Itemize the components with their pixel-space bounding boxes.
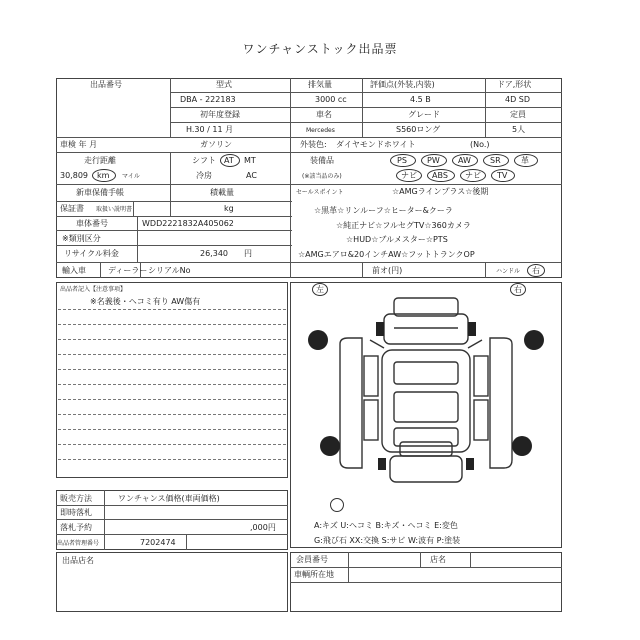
recycle-label: リサイクル料金 <box>64 249 119 258</box>
legend-row-1: A:キズ U:ヘコミ B:キズ・ヘコミ E:変色 <box>314 521 458 530</box>
shop-label: 出品店名 <box>62 556 94 565</box>
color-value: ダイヤモンドホワイト <box>336 140 416 149</box>
mileage-value: 30,809 <box>60 171 88 180</box>
equip-chip-pw-label: PW <box>427 156 440 165</box>
grade-value: S560ロング <box>396 125 441 134</box>
shift-mt: MT <box>244 156 256 165</box>
shop-name-label: 店名 <box>430 555 446 564</box>
mileage-label: 走行距離 <box>84 156 116 165</box>
door-value: 4D SD <box>505 95 531 104</box>
mileage-unit-mile: マイル <box>122 173 140 180</box>
new-car-label: 新車保備手帳 <box>76 188 124 197</box>
diagram-left-label: 左 <box>316 285 324 294</box>
equip-chip-navi2-label: ナビ <box>465 171 481 180</box>
sheet-title: ワンチャンストック出品票 <box>242 42 398 56</box>
capacity-label: 定員 <box>510 110 526 119</box>
legend-circle <box>330 498 344 512</box>
grade-score-value: 4.5 B <box>410 95 431 104</box>
history-label: 前オ(円) <box>372 266 403 275</box>
dealer-label: ディーラー <box>108 266 148 275</box>
equip-chip-ps-label: PS <box>397 156 407 165</box>
car-damage-diagram <box>300 292 552 502</box>
shift-label: シフト <box>192 156 216 165</box>
type-number-label: ※類別区分 <box>62 234 101 243</box>
model-label: 型式 <box>216 80 232 89</box>
location-label: 車輌所在地 <box>294 570 334 579</box>
notes-header: 出品者記入【注意事項】 <box>60 286 127 293</box>
manual-label: 取扱い説明書 <box>96 206 133 213</box>
fuel-value: ガソリン <box>200 140 232 149</box>
load-label: 積載量 <box>210 188 234 197</box>
displacement-value: 3000 cc <box>315 95 347 104</box>
model-value: DBA - 222183 <box>180 95 236 104</box>
sale-method-value: ワンチャンス価格(車両価格) <box>118 494 220 503</box>
warranty-label: 保証書 <box>60 204 84 213</box>
displacement-label: 排気量 <box>308 80 332 89</box>
sales-point-1: ☆AMGラインプラス☆後期 <box>392 187 489 196</box>
sales-point-2: ☆黒革☆リンルーフ☆ヒーター&クーラ <box>314 206 453 215</box>
diagram-right-label: 右 <box>514 285 522 294</box>
equip-chip-aw-label: AW <box>458 156 471 165</box>
first-registration-label: 初年度登録 <box>200 110 240 119</box>
equipment-note: (※該当品のみ) <box>302 173 342 180</box>
inspection-label: 車検 年 月 <box>60 140 98 149</box>
lot-number-label: 出品番号 <box>90 80 122 89</box>
grade-label: グレード <box>408 110 440 119</box>
notes-line-1: ※名義後・ヘコミ有り AW傷有 <box>90 297 201 306</box>
color-label: 外装色: <box>300 140 327 149</box>
steering-label: ハンドル <box>496 268 521 275</box>
first-registration-value: H.30 / 11 月 <box>186 125 234 134</box>
member-number-label: 出品者管理番号 <box>57 540 100 547</box>
capacity-value: 5人 <box>512 125 526 134</box>
reserve-value: ,000円 <box>250 523 276 532</box>
ac-label: 冷房 <box>196 171 212 180</box>
load-unit: kg <box>224 204 234 213</box>
grade-score-label: 評価点(外装,内装) <box>370 80 435 89</box>
import-label: 輸入車 <box>62 266 86 275</box>
equipment-label: 装備品 <box>310 156 334 165</box>
recycle-value: 26,340 <box>200 249 228 258</box>
instant-win-label: 即時落札 <box>60 508 92 517</box>
mileage-unit-km: km <box>97 171 110 180</box>
steering-value: 右 <box>532 266 540 275</box>
equip-chip-leather-label: 革 <box>521 156 529 165</box>
legend-row-2: G:飛び石 XX:交換 S:サビ W:波有 P:塗装 <box>314 536 461 545</box>
sales-point-3: ☆純正ナビ☆フルセグTV☆360カメラ <box>336 221 471 230</box>
door-label: ドア,形状 <box>497 80 532 89</box>
equip-chip-sr-label: SR <box>490 156 501 165</box>
equip-chip-navi-label: ナビ <box>401 171 417 180</box>
car-name-label: 車名 <box>316 110 332 119</box>
sales-point-5: ☆AMGエアロ&20インチAW☆フットトランクOP <box>298 250 475 259</box>
sale-method-label: 販売方法 <box>60 494 92 503</box>
equip-chip-abs-label: ABS <box>432 171 448 180</box>
car-name-value: Mercedes <box>306 127 335 134</box>
color-number: (No.) <box>470 140 490 149</box>
reserve-label: 落札予約 <box>60 523 92 532</box>
sales-point-label: セールスポイント <box>296 189 344 196</box>
serial-label: シリアルNo <box>148 266 191 275</box>
vin-label: 車体番号 <box>76 219 108 228</box>
notes-box <box>56 282 288 478</box>
member-number-value: 7202474 <box>140 538 176 547</box>
ac-value: AC <box>246 171 257 180</box>
recycle-unit: 円 <box>244 249 252 258</box>
member-label: 会員番号 <box>296 555 328 564</box>
vin-value: WDD2221832A405062 <box>142 219 234 228</box>
sales-point-4: ☆HUD☆ブルメスター☆PTS <box>346 235 448 244</box>
equip-chip-tv-label: TV <box>497 171 508 180</box>
shift-at: AT <box>224 156 234 165</box>
